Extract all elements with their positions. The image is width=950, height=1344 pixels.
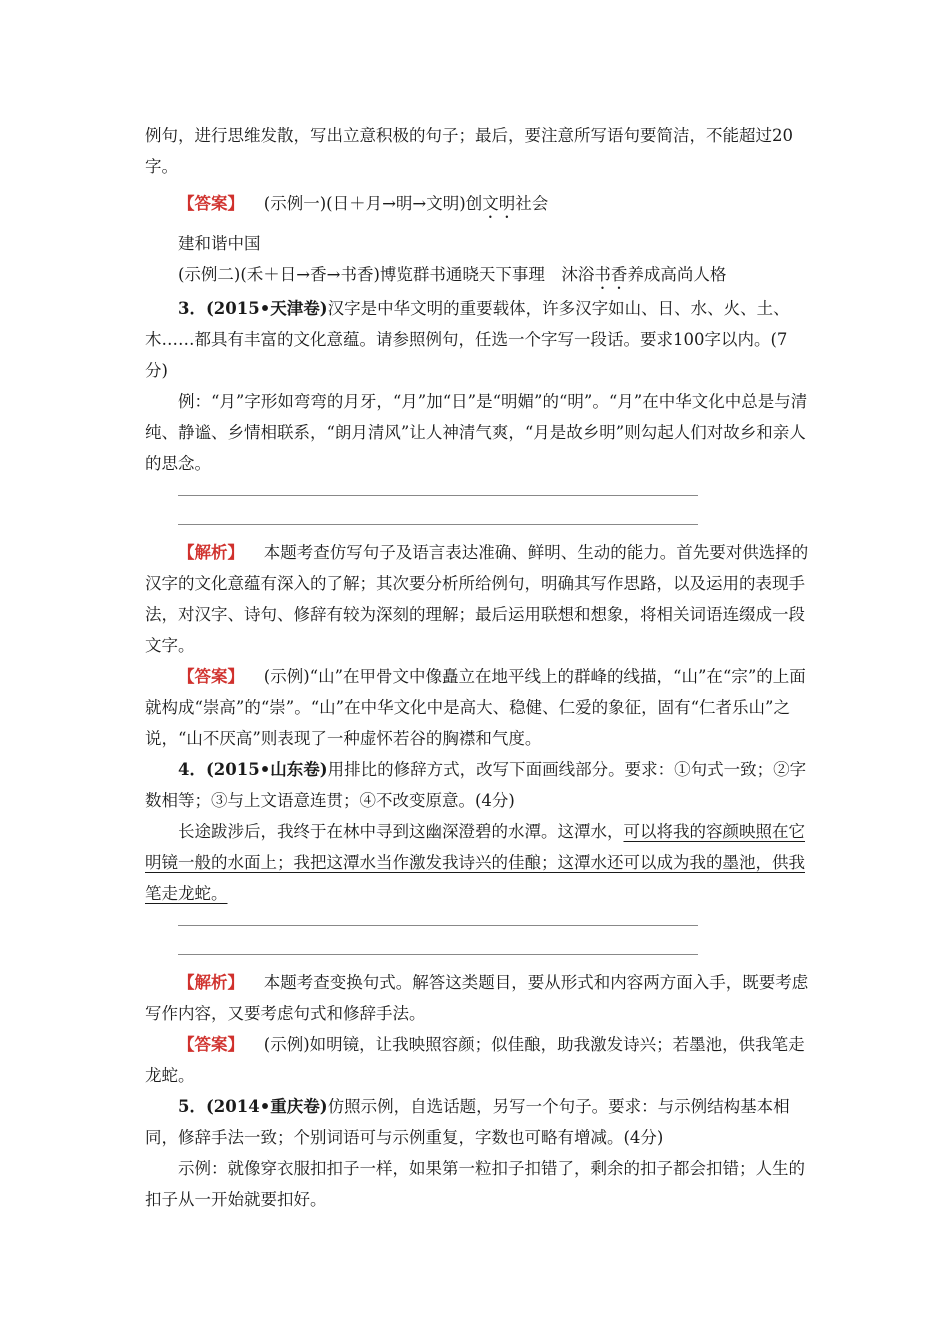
q4-number: 4．(2015•山东卷) — [178, 760, 328, 779]
q2-answer-example-1-line2: 建和谐中国 — [178, 234, 261, 253]
dotted-word: 文明 — [482, 194, 516, 213]
q2-answer-example-2: (示例二)(禾＋日→香→书香)博览群书通晓天下事理 沐浴书香养成高尚人格 — [178, 265, 727, 284]
q5-stem: 5．(2014•重庆卷)仿照示例，自选话题，另写一个句子。要求：与示例结构基本相同，修辞手法一致；个别词语可与示例重复，字数也可略有增减。(4分) — [145, 1097, 790, 1147]
answer-label: 【答案】 — [178, 667, 244, 686]
q4-stem: 4．(2015•山东卷)用排比的修辞方式，改写下面画线部分。要求：①句式一致；②字数相等；③与上文语意连贯；④不改变原意。(4分) — [145, 760, 807, 810]
q2-answer-example-1: 【答案】 (示例一)(日＋月→明→文明)创文明社会 — [178, 194, 549, 213]
underlined-passage: 可以将我的容颜映照在它明镜一般的水面上；我把这潭水当作激发我诗兴的佳酿；这潭水还可以成为我的墨池，供我笔走龙蛇。 — [145, 822, 805, 903]
q3-analysis: 【解析】 本题考查仿写句子及语言表达准确、鲜明、生动的能力。首先要对供选择的汉字的文化意蕴有深入的了解；其次要分析所给例句，明确其写作思路，以及运用的表现手法，对汉字、诗句、修辞有较为深刻的理解；最后运用联想和想象，将相关词语连缀成一段文字。 — [145, 543, 809, 655]
q3-number: 3．(2015•天津卷) — [178, 299, 328, 318]
analysis-label: 【解析】 — [178, 543, 244, 562]
q5-example: 示例：就像穿衣服扣扣子一样，如果第一粒扣子扣错了，剩余的扣子都会扣错；人生的扣子从一开始就要扣好。 — [145, 1159, 805, 1209]
answer-label: 【答案】 — [178, 1035, 244, 1054]
answer-label: 【答案】 — [178, 194, 244, 213]
analysis-label: 【解析】 — [178, 973, 244, 992]
q4-analysis: 【解析】 本题考查变换句式。解答这类题目，要从形式和内容两方面入手，既要考虑写作内容，又要考虑句式和修辞手法。 — [145, 973, 809, 1023]
top-paragraph-line2: 字。 — [145, 157, 178, 176]
dotted-word: 书香 — [594, 265, 628, 284]
q4-passage: 长途跋涉后，我终于在林中寻到这幽深澄碧的水潭。这潭水，可以将我的容颜映照在它明镜一般的水面上；我把这潭水当作激发我诗兴的佳酿；这潭水还可以成为我的墨池，供我笔走龙蛇。 — [145, 822, 805, 903]
q3-example: 例：“月”字形如弯弯的月牙，“月”加“日”是“明媚”的“明”。“月”在中华文化中总是与清纯、静谧、乡情相联系，“朗月清风”让人神清气爽，“月是故乡明”则勾起人们对故乡和亲人的思念。 — [145, 392, 808, 473]
document-body — [145, 120, 810, 1215]
q3-stem: 3．(2015•天津卷)汉字是中华文明的重要载体，许多汉字如山、日、水、火、土、木……都具有丰富的文化意蕴。请参照例句，任选一个字写一段话。要求100字以内。(7分) — [145, 299, 790, 380]
q5-number: 5．(2014•重庆卷) — [178, 1097, 328, 1116]
top-paragraph-line1: 例句，进行思维发散，写出立意积极的句子；最后，要注意所写语句要简洁，不能超过20 — [145, 126, 793, 145]
q3-answer: 【答案】 (示例)“山”在甲骨文中像矗立在地平线上的群峰的线描，“山”在“宗”的上面就构成“崇高”的“崇”。“山”在中华文化中是高大、稳健、仁爱的象征，固有“仁者乐山”之说，“山不厌高”则表现了一种虚怀若谷的胸襟和气度。 — [145, 667, 806, 748]
q4-answer: 【答案】 (示例)如明镜，让我映照容颜；似佳酿，助我激发诗兴；若墨池，供我笔走龙蛇。 — [145, 1035, 805, 1085]
top-paragraph — [145, 120, 810, 182]
